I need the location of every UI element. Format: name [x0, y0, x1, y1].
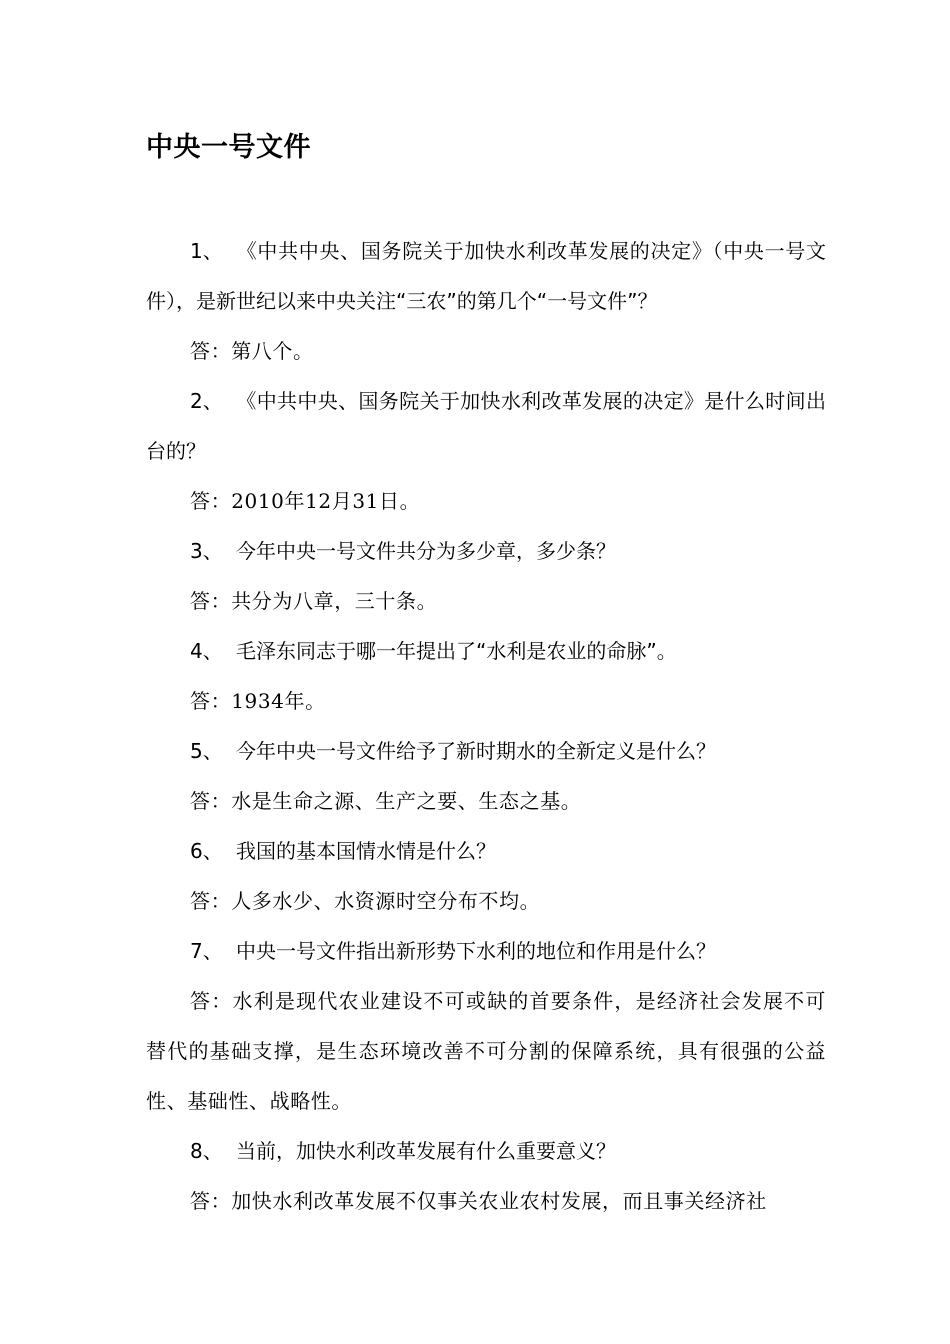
qa-list — [146, 226, 826, 1226]
question-text: 《中共中央、国务院关于加快水利改革发展的决定》是什么时间出台的？ — [146, 389, 826, 463]
question-4 — [146, 626, 826, 676]
answer-3: 答：共分为八章，三十条。 — [190, 589, 438, 613]
question-number: 1、 — [190, 239, 223, 263]
answer-1: 答：第八个。 — [190, 339, 314, 363]
question-3 — [146, 526, 826, 576]
question-text: 今年中央一号文件共分为多少章，多少条？ — [236, 539, 616, 563]
question-2 — [146, 376, 826, 476]
question-number: 2、 — [190, 389, 223, 413]
question-text: 中央一号文件指出新形势下水利的地位和作用是什么？ — [236, 939, 716, 963]
question-text: 毛泽东同志于哪一年提出了“水利是农业的命脉”。 — [236, 639, 677, 663]
question-number: 8、 — [190, 1139, 223, 1163]
question-text: 《中共中央、国务院关于加快水利改革发展的决定》（中央一号文件），是新世纪以来中央关注“三农”的第几个“一号文件”？ — [146, 239, 826, 313]
answer-7: 答：水利是现代农业建设不可或缺的首要条件，是经济社会发展不可替代的基础支撑，是生态环境改善不可分割的保障系统，具有很强的公益性、基础性、战略性。 — [146, 989, 826, 1113]
question-number: 4、 — [190, 639, 223, 663]
answer-8: 答：加快水利改革发展不仅事关农业农村发展，而且事关经济社 — [190, 1189, 767, 1213]
question-text: 我国的基本国情水情是什么？ — [236, 839, 496, 863]
answer-6: 答：人多水少、水资源时空分布不均。 — [190, 889, 541, 913]
question-1 — [146, 226, 826, 326]
question-text: 当前，加快水利改革发展有什么重要意义？ — [236, 1139, 616, 1163]
document-title: 中央一号文件 — [146, 132, 311, 163]
question-5 — [146, 726, 826, 776]
question-number: 5、 — [190, 739, 223, 763]
question-number: 7、 — [190, 939, 223, 963]
question-number: 3、 — [190, 539, 223, 563]
answer-5: 答：水是生命之源、生产之要、生态之基。 — [190, 789, 582, 813]
question-text: 今年中央一号文件给予了新时期水的全新定义是什么？ — [236, 739, 716, 763]
answer-2: 答：2010年12月31日。 — [190, 489, 421, 513]
question-number: 6、 — [190, 839, 223, 863]
question-8 — [146, 1126, 826, 1176]
question-6 — [146, 826, 826, 876]
question-7 — [146, 926, 826, 976]
answer-4: 答：1934年。 — [190, 689, 326, 713]
